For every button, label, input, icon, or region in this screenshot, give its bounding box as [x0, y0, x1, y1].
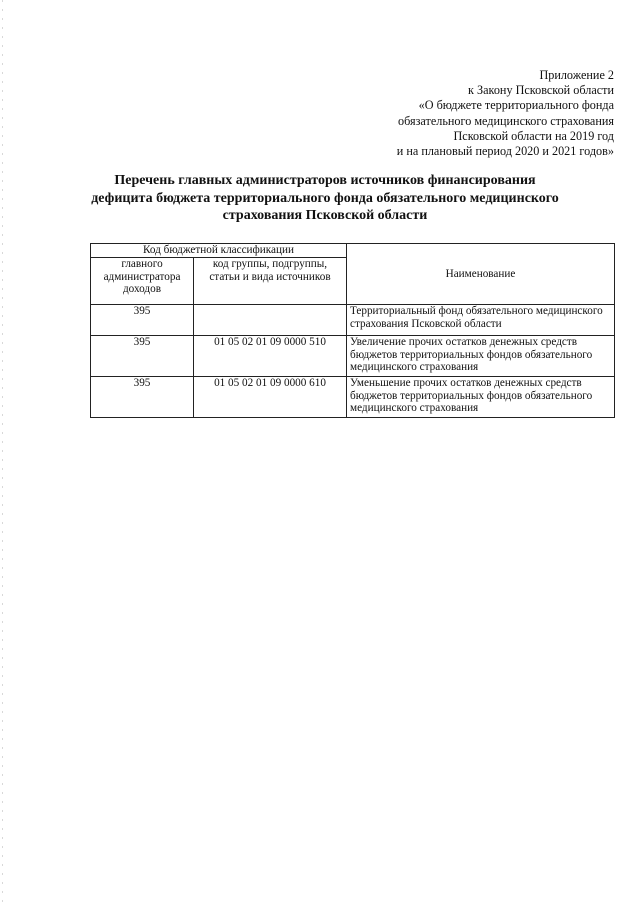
table-header-row — [91, 244, 615, 258]
source-code-cell: 01 05 02 01 09 0000 510 — [194, 336, 347, 377]
budget-classification-table — [90, 243, 615, 418]
annex-line: к Закону Псковской области — [468, 83, 614, 98]
name-cell: Увеличение прочих остатков денежных средств бюджетов территориальных фондов обязательного медицинского страхования — [347, 336, 615, 377]
table-row — [91, 377, 615, 418]
table-row — [91, 336, 615, 377]
admin-header-cell: главного администратора доходов — [91, 258, 194, 305]
name-header-cell: Наименование — [347, 244, 615, 305]
title-line: дефицита бюджета территориального фонда обязательного медицинского — [91, 190, 559, 206]
annex-line: обязательного медицинского страхования — [398, 113, 614, 128]
source-code-cell — [194, 305, 347, 336]
title-line: страхования Псковской области — [222, 208, 428, 223]
annex-line: Приложение 2 — [539, 68, 614, 82]
source-code-cell: 01 05 02 01 09 0000 610 — [194, 377, 347, 418]
admin-code-cell: 395 — [91, 377, 194, 418]
annex-line: «О бюджете территориального фонда — [418, 98, 614, 113]
annex-line: Псковской области на 2019 год — [453, 128, 614, 143]
name-cell: Уменьшение прочих остатков денежных средств бюджетов территориальных фондов обязательного медицинского страхования — [347, 377, 615, 418]
document-title — [40, 172, 610, 225]
admin-code-cell: 395 — [91, 305, 194, 336]
admin-code-cell: 395 — [91, 336, 194, 377]
code-header-cell: код группы, подгруппы, статьи и вида источников — [194, 258, 347, 305]
name-cell: Территориальный фонд обязательного медицинского страхования Псковской области — [347, 305, 615, 336]
table-row — [91, 305, 615, 336]
annex-line: и на плановый период 2020 и 2021 годов» — [396, 144, 614, 159]
group-header-cell: Код бюджетной классификации — [91, 244, 347, 258]
annex-header — [194, 68, 614, 159]
title-line: Перечень главных администраторов источников финансирования — [114, 173, 536, 188]
scan-edge-artifact — [2, 0, 3, 905]
